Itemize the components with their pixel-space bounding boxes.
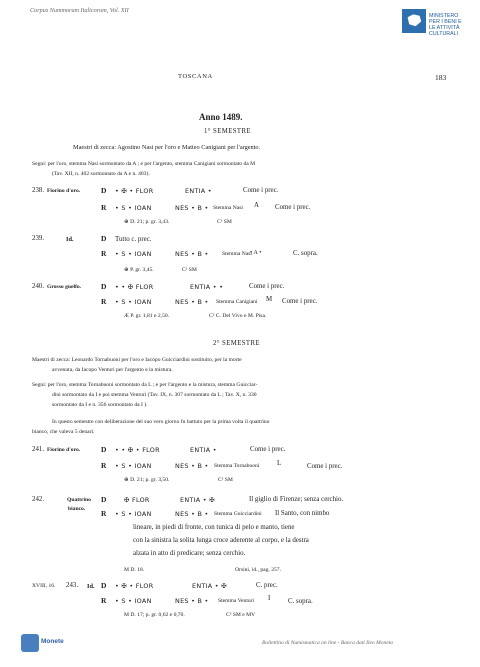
entry-243-obverse-mark: D — [101, 581, 107, 590]
semester-1-title: 1° SEMESTRE — [204, 128, 251, 135]
monete-logo-text: Monete — [41, 638, 64, 645]
sem2-segni-line3: sormontato da I e n. 356 sormontato da I ). — [52, 402, 148, 408]
entry-243-reverse-legend2: NES • B • — [175, 597, 209, 605]
entry-240-reverse-note: Stemma Canigiani — [216, 299, 258, 305]
entry-240-reverse-mark: R — [101, 297, 107, 306]
entry-240-info: Æ P. gr. 1,81 e 2,50. — [124, 313, 170, 319]
entry-240-reverse-legend: • S • IOAN — [115, 298, 152, 306]
entry-240-collection: C² C. Del Vivo e M. Pisa. — [209, 313, 267, 319]
ministry-logo-text: MINISTERO PER I BENI E LE ATTIVITÀ CULTURALI — [429, 13, 462, 37]
entry-238-reverse-letter: A — [254, 202, 259, 209]
entry-240-reverse-letter: M — [266, 296, 273, 303]
entry-242-number: 242. — [32, 496, 45, 503]
entry-240-name: Grosso guelfo. — [47, 284, 82, 290]
entry-239-reverse-mark: R — [101, 249, 107, 258]
entry-240-obverse-legend2: ENTIA • • — [190, 283, 224, 291]
entry-240-reverse-note2: Come i prec. — [282, 298, 318, 305]
entry-240-obverse-legend: • • ✠ FLOR — [115, 283, 154, 291]
entry-241-number: 241. — [32, 446, 45, 453]
entry-238-reverse-note2: Come i prec. — [275, 204, 311, 211]
entry-241-collection: C¹ SM — [218, 477, 233, 483]
entry-243-reverse-letter: I — [268, 595, 271, 602]
entry-241-obverse-legend: • • ✠ • FLOR — [115, 446, 160, 454]
entry-241-reverse-legend2: NES • B • — [175, 462, 209, 470]
entry-241-obverse-mark: D — [101, 445, 107, 454]
entry-239-reverse-letter: • A • — [250, 249, 262, 256]
sem2-note-line2: bianco, che valeva 5 denari. — [32, 429, 95, 435]
entry-243-name: Id. — [87, 583, 95, 590]
entry-243-reverse-note2: C. sopra. — [288, 598, 313, 605]
entry-239-obverse-note: Tutto c. prec. — [115, 236, 152, 243]
entry-239-collection: C¹ SM — [182, 267, 197, 273]
entry-242-reverse-legend2: NES • B • — [175, 510, 209, 518]
entry-242-obverse-legend2: ENTIA • ✠ — [180, 496, 215, 504]
entry-238-obverse-note: Come i prec. — [243, 187, 279, 194]
sem2-note-line1: In questo semestre con deliberazione del suo vero giorno fu battuto per la prima volta il quattrino — [52, 419, 270, 425]
entry-238-reverse-legend2: NES • B • — [175, 204, 209, 212]
entry-241-obverse-legend2: ENTIA • — [190, 446, 217, 454]
entry-243-obverse-legend: • ✠ • FLOR — [115, 582, 154, 590]
page-number: 183 — [435, 73, 447, 82]
monete-logo-icon — [21, 634, 39, 652]
entry-238-reverse-mark: R — [101, 203, 107, 212]
entry-242-name: Quattrino — [67, 497, 91, 503]
sem2-masters-line1: Maestri di zecca: Leonardo Tornabuoni per l'oro e Iacopo Guicciardini sostituito, per la morte — [32, 357, 242, 363]
entry-243-plate-ref: XVIII, 16. — [32, 583, 56, 589]
year-heading: Anno 1489. — [199, 112, 243, 122]
entry-242-obverse-mark: D — [101, 495, 107, 504]
entry-241-reverse-note: Stemma Tornabuoni — [214, 463, 260, 469]
sem2-segni-line1: Segni: per l'oro, stemma Tornabuoni sormontato da L ; e per l'argento e la mistura, stemma Guicciar- — [32, 382, 258, 388]
entry-242-reverse-mark: R — [101, 509, 107, 518]
entry-241-info: ⊕ D. 21; p. gr. 3,50. — [124, 477, 170, 483]
sem2-segni-line2: dini sormontato da I e poi stemma Venturi (Tav. IX, n. 307 sormontato da L ; Tav. X, n. 330 — [52, 392, 257, 398]
entry-238-collection: C¹ SM — [217, 219, 232, 225]
footer-credit: Bollettino di Numismatica on line - Banca dati Ileo Moneta — [262, 640, 393, 646]
running-header-left: Corpus Nummorum Italicorum, Vol. XII — [30, 7, 129, 14]
entry-238-obverse-mark: D — [101, 186, 107, 195]
entry-242-reverse-note2: Il Santo, con nimbo — [275, 510, 330, 517]
entry-242-name2: bianco. — [68, 506, 86, 512]
entry-243-reverse-note: Stemma Venturi — [218, 598, 255, 604]
entry-239-name: Id. — [66, 236, 74, 243]
entry-238-info: ⊕ D. 21; p. gr. 3,43. — [124, 219, 170, 225]
entry-239-reverse-legend2: NES • B • — [175, 250, 209, 258]
entry-242-desc-line3: alzata in atto di predicare; senza cerchio. — [133, 550, 246, 557]
entry-242-reverse-legend: • S • IOAN — [115, 510, 152, 518]
sem1-segni-line2: (Tav. XII, n. 402 sormontato da A e n. 403). — [52, 171, 150, 177]
entry-241-obverse-note: Come i prec. — [250, 446, 286, 453]
entry-238-reverse-legend: • S • IOAN — [115, 204, 152, 212]
entry-239-reverse-note: Stemma Nasi — [222, 251, 252, 257]
entry-239-reverse-note2: C. sopra. — [293, 250, 318, 257]
entry-240-number: 240. — [32, 283, 45, 290]
entry-243-number: 243. — [66, 582, 79, 589]
entry-239-info: ⊕ P. gr. 3,45. — [124, 267, 154, 273]
entry-238-number: 238. — [32, 187, 45, 194]
entry-243-info: M D. 17; p. gr. 0,62 e 0,70. — [124, 612, 185, 618]
entry-240-obverse-mark: D — [101, 282, 107, 291]
entry-240-obverse-note: Come i prec. — [249, 283, 285, 290]
entry-239-number: 239. — [32, 235, 45, 242]
entry-243-reverse-legend: • S • IOAN — [115, 597, 152, 605]
entry-242-reference: Orsini, id., pag. 257. — [235, 567, 281, 573]
entry-242-desc-line2: con la sinistra la solita lunga croce aderente al corpo, e la destra — [133, 537, 309, 544]
entry-241-reverse-letter: L — [277, 460, 282, 467]
entry-243-obverse-note: C. prec. — [256, 582, 278, 589]
entry-243-reverse-mark: R — [101, 596, 107, 605]
sem1-masters: Maestri di zecca: Agostino Nasi per l'oro e Matteo Canigiani per l'argento. — [73, 144, 261, 151]
entry-241-reverse-legend: • S • IOAN — [115, 462, 152, 470]
entry-238-name: Fiorino d'oro. — [47, 188, 81, 194]
entry-242-obverse-note: Il giglio di Firenze; senza cerchio. — [249, 496, 344, 503]
sem2-masters-line2: avvenuta, da Iacopo Venturi per l'argento e la mistura. — [52, 367, 173, 373]
entry-242-info: M D. 18. — [124, 567, 145, 573]
entry-243-obverse-legend2: ENTIA • ✠ — [192, 582, 227, 590]
entry-241-reverse-mark: R — [101, 461, 107, 470]
entry-239-obverse-mark: D — [101, 234, 107, 243]
running-title: TOSCANA — [178, 73, 213, 80]
entry-238-reverse-note: Stemma Nasi — [213, 205, 243, 211]
entry-242-desc-line1: lineare, in piedi di fronte, con tunica di pelo e manto, tiene — [133, 524, 295, 531]
entry-238-obverse-legend2: ENTIA • — [185, 187, 212, 195]
entry-240-reverse-legend2: NES • B • — [175, 298, 209, 306]
entry-242-reverse-note: Stemma Guicciardini — [214, 511, 262, 517]
entry-243-collection: C² SM e MV — [226, 612, 256, 618]
semester-2-title: 2° SEMESTRE — [213, 340, 260, 347]
sem1-segni-line1: Segni: per l'oro, stemma Nasi sormontato da A ; e per l'argento, stemma Canigiani sormontato da M — [32, 161, 256, 167]
entry-241-name: Fiorino d'oro. — [47, 447, 81, 453]
entry-241-reverse-note2: Come i prec. — [307, 463, 343, 470]
entry-239-reverse-legend: • S • IOAN — [115, 250, 152, 258]
entry-238-obverse-legend: • ✠ • FLOR — [115, 187, 154, 195]
ministry-logo-icon — [402, 9, 426, 33]
entry-242-obverse-legend: ✠ FLOR — [124, 496, 150, 504]
